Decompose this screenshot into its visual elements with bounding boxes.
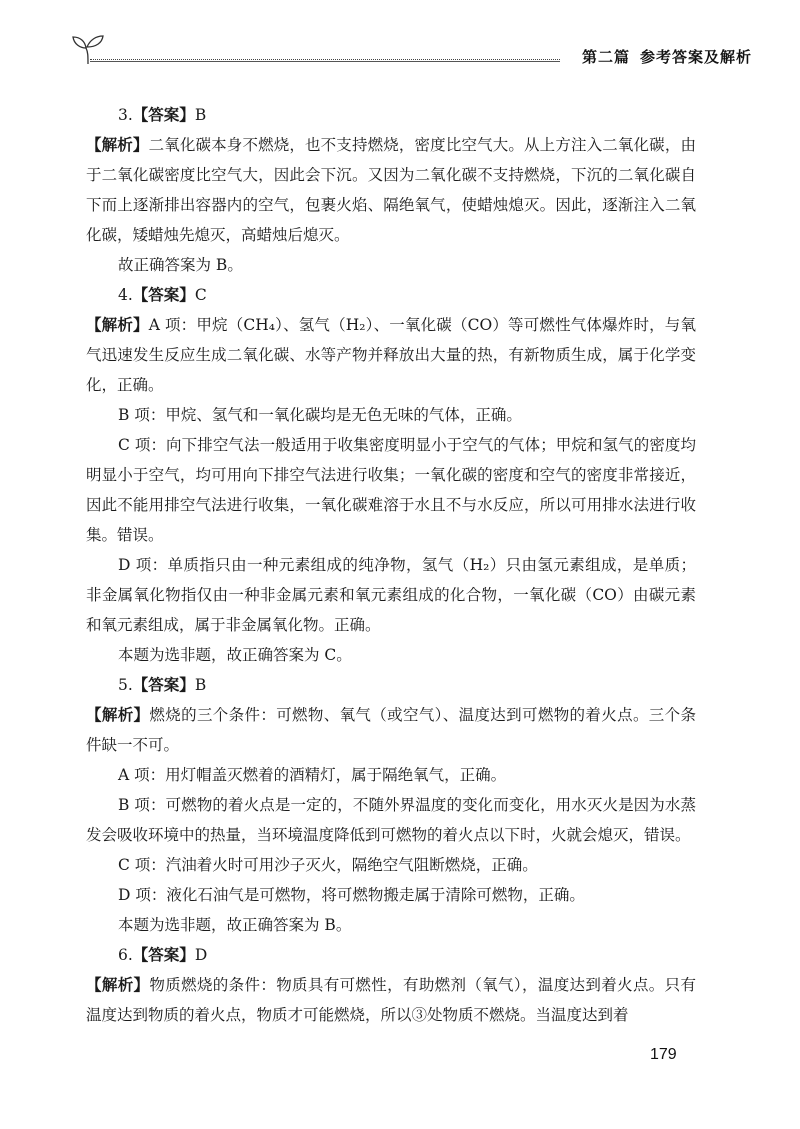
answer-heading bbox=[86, 940, 696, 970]
body-paragraph: 本题为选非题，故正确答案为 B。 bbox=[118, 916, 352, 934]
answer-value: B bbox=[194, 106, 207, 124]
answer-heading bbox=[86, 280, 696, 310]
question-number: 5. bbox=[118, 676, 133, 694]
body-paragraph: 本题为选非题，故正确答案为 C。 bbox=[118, 646, 352, 664]
header-rule bbox=[90, 59, 560, 60]
analysis-label: 【解析】 bbox=[86, 135, 149, 154]
analysis-paragraph bbox=[86, 970, 696, 1030]
document-body bbox=[86, 100, 696, 1030]
body-paragraph: B 项：可燃物的着火点是一定的，不随外界温度的变化而变化，用水灭火是因为水蒸发会吸收环境中的热量，当环境温度降低到可燃物的着火点以下时，火就会熄灭，错误。 bbox=[86, 796, 696, 844]
analysis-paragraph bbox=[86, 700, 696, 760]
page-header bbox=[62, 28, 752, 68]
analysis-label: 【解析】 bbox=[86, 705, 150, 724]
analysis-text: 燃烧的三个条件：可燃物、氧气（或空气）、温度达到可燃物的着火点。三个条件缺一不可。 bbox=[86, 706, 696, 754]
body-paragraph: B 项：甲烷、氢气和一氧化碳均是无色无味的气体，正确。 bbox=[118, 406, 522, 424]
answer-label: 【答案】 bbox=[132, 285, 195, 304]
answer-label: 【答案】 bbox=[132, 105, 195, 124]
answer-label: 【答案】 bbox=[132, 675, 195, 694]
header-rule-solid bbox=[90, 61, 560, 62]
answer-value: D bbox=[194, 946, 208, 964]
body-paragraph: D 项：单质指只由一种元素组成的纯净物，氢气（H₂）只由氢元素组成，是单质；非金属氧化物指仅由一种非金属元素和氧元素组成的化合物，一氧化碳（CO）由碳元素和氧元素组成，属于非金属氧化物。正确。 bbox=[86, 556, 696, 634]
body-paragraph: A 项：用灯帽盖灭燃着的酒精灯，属于隔绝氧气，正确。 bbox=[118, 766, 507, 784]
answer-value: C bbox=[194, 286, 207, 304]
question-number: 4. bbox=[118, 286, 133, 304]
analysis-paragraph bbox=[86, 130, 696, 250]
question-number: 3. bbox=[118, 106, 133, 124]
header-section-title: 参考答案及解析 bbox=[639, 48, 752, 66]
body-paragraph: C 项：汽油着火时可用沙子灭火，隔绝空气阻断燃烧，正确。 bbox=[118, 856, 538, 874]
body-paragraph: D 项：液化石油气是可燃物，将可燃物搬走属于清除可燃物，正确。 bbox=[118, 886, 585, 904]
analysis-text: A 项：甲烷（CH₄）、氢气（H₂）、一氧化碳（CO）等可燃性气体爆炸时，与氧气迅速发生反应生成二氧化碳、水等产物并释放出大量的热，有新物质生成，属于化学变化，正确。 bbox=[86, 316, 696, 394]
answer-value: B bbox=[194, 676, 207, 694]
analysis-label: 【解析】 bbox=[86, 975, 150, 994]
body-paragraph: 故正确答案为 B。 bbox=[118, 256, 243, 274]
answer-label: 【答案】 bbox=[132, 945, 195, 964]
analysis-text: 物质燃烧的条件：物质具有可燃性，有助燃剂（氧气），温度达到着火点。只有温度达到物质的着火点，物质才可能燃烧，所以③处物质不燃烧。当温度达到着 bbox=[86, 976, 696, 1024]
page-number: 179 bbox=[650, 1046, 677, 1063]
answer-heading bbox=[86, 100, 696, 130]
header-title bbox=[572, 46, 752, 67]
analysis-text: 二氧化碳本身不燃烧，也不支持燃烧，密度比空气大。从上方注入二氧化碳，由于二氧化碳密度比空气大，因此会下沉。又因为二氧化碳不支持燃烧，下沉的二氧化碳自下而上逐渐排出容器内的空气，包裹火焰、隔绝氧气，使蜡烛熄灭。因此，逐渐注入二氧化碳，矮蜡烛先熄灭，高蜡烛后熄灭。 bbox=[86, 136, 696, 244]
question-number: 6. bbox=[118, 946, 133, 964]
answer-heading bbox=[86, 670, 696, 700]
analysis-label: 【解析】 bbox=[86, 315, 149, 334]
header-part: 第二篇 bbox=[581, 48, 630, 66]
body-paragraph: C 项：向下排空气法一般适用于收集密度明显小于空气的气体；甲烷和氢气的密度均明显小于空气，均可用向下排空气法进行收集；一氧化碳的密度和空气的密度非常接近，因此不能用排空气法进行收集，一氧化碳难溶于水且不与水反应，所以可用排水法进行收集。错误。 bbox=[86, 436, 696, 544]
analysis-paragraph bbox=[86, 310, 696, 400]
